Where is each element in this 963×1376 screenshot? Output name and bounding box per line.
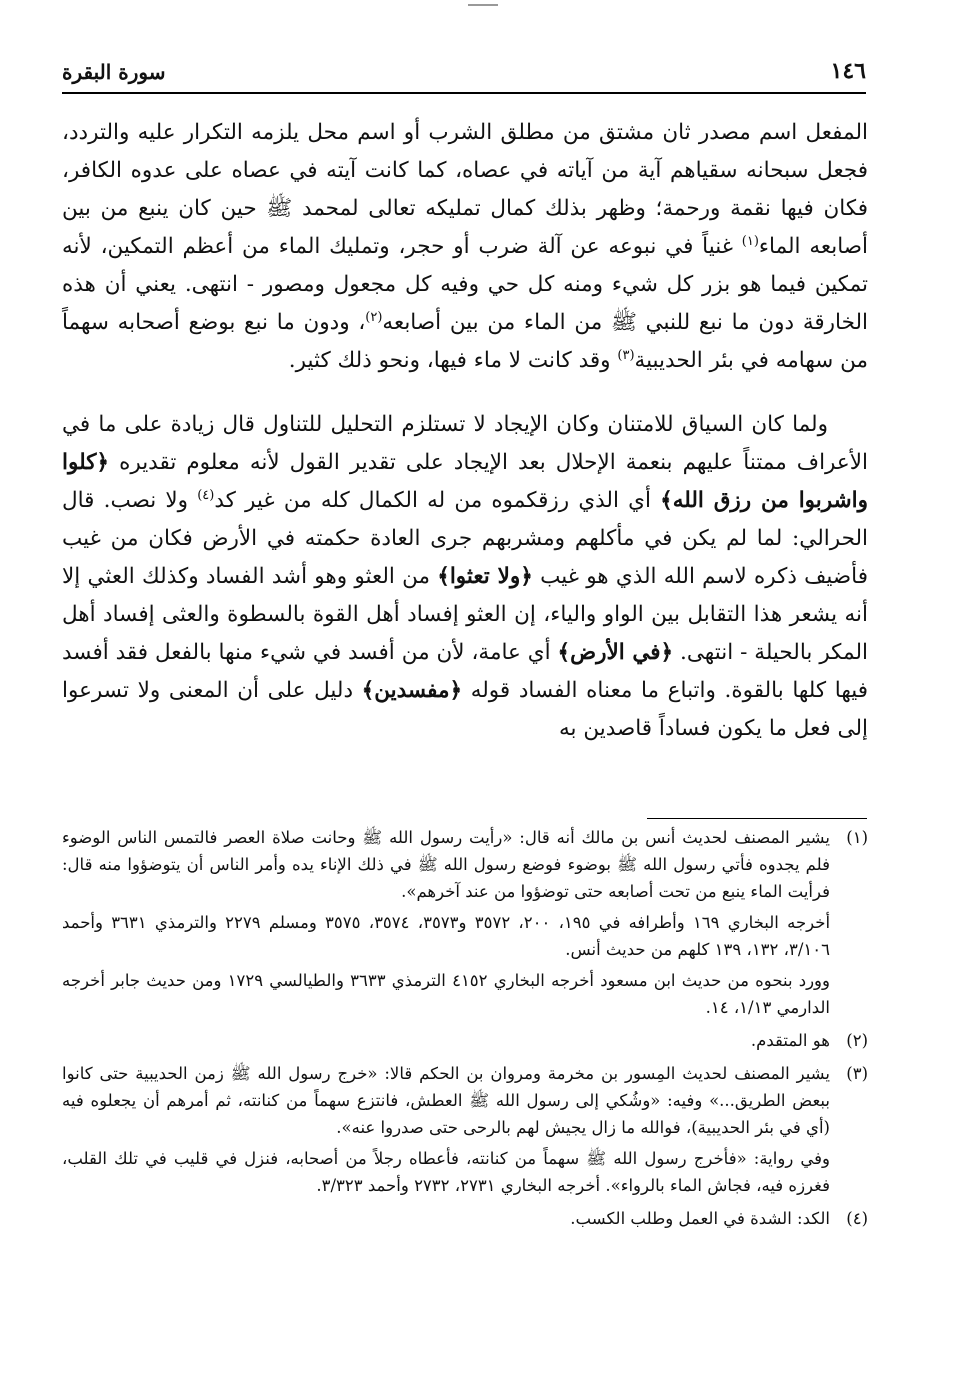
footnote-text: يشير المصنف لحديث أنس بن مالك أنه قال: «رأيت رسول الله ﷺ وحانت صلاة العصر فالتمس الناس الوضوء فلم يجدوه فأتي رسول الله ﷺ بوضوء فوضع رسول الله ﷺ في ذلك الإناء يده وأمر الناس أن يتوضؤوا منه قال: فرأيت الماء ينبع من تحت أصابعه حتى توضؤوا من عند آخرهم». xyxy=(62,828,830,901)
paragraph-2: ولما كان السياق للامتنان وكان الإيجاد لا تستلزم التحليل للتناول قال زيادة على ما في الأعراف ممتناً عليهم بنعمة الإحلال بعد الإيجاد على تقدير القول لأنه معلوم تقديره ﴿كلوا واشربوا من رزق الله﴾ أي الذي رزقكموه من له الكمال كله من غير كد$^{(٤)}$ ولا نصب. قال الحرالي: لما لم يكن في مأكلهم ومشربهم جرى العادة حكمته في الأرض فكان من غيب فأضيف ذكره لاسم الله الذي هو غيب ﴿ولا تعثوا﴾ من العثو وهو أشد الفساد وكذلك العثي إلا أنه يشعر هذا التقابل بين الواو والياء، إن العثو إفساد أهل القوة بالسطوة والعثى إفساد أهل المكر بالحيلة - انتهى. ﴿في الأرض﴾ أي عامة، لأن من أفسد في شيء منها بالفعل فقد أفسد فيها كلها بالقوة. واتباع ما معناه الفساد قوله ﴿مفسدين﴾ دليل على أن المعنى ولا تسرعوا إلى فعل ما يكون فساداً قاصدين به xyxy=(62,412,869,741)
footnote-2 xyxy=(62,1027,868,1054)
footnote-marker: (٣) xyxy=(846,1064,868,1083)
footnote-text: يشير المصنف لحديث المِسور بن مخرمة ومروان بن الحكم قالا: «خرج رسول الله ﷺ زمن الحديبية حتى كانوا ببعض الطريق...» وفيه: «وشُكي إلى رسول الله ﷺ العطش، فانتزع سهماً من كنانته، ثم أمرهم أن يجعلوه فيه (أي في بئر الحديبية)، فوالله ما زال يجيش لهم بالرحى حتى صدروا عنه». xyxy=(62,1064,830,1137)
page-number: ١٤٦ xyxy=(830,58,866,84)
footnote-text: هو المتقدم. xyxy=(750,1031,830,1050)
main-text xyxy=(62,114,868,748)
footnote-text: الكد: الشدة في العمل وطلب الكسب. xyxy=(570,1209,830,1228)
footnote-ref-4[interactable]: (٤) xyxy=(197,487,215,503)
footnote-marker: (٢) xyxy=(846,1031,868,1050)
quran-quote-2: ﴿ولا تعثوا﴾ xyxy=(437,564,533,589)
footnotes xyxy=(62,824,868,1238)
footnote-marker: (٤) xyxy=(846,1209,868,1228)
footnote-marker: (١) xyxy=(846,828,868,847)
surah-title: سورة البقرة xyxy=(62,60,166,84)
footnote-ref-3[interactable]: (٣) xyxy=(617,347,635,363)
page-header xyxy=(62,58,866,94)
footnote-1 xyxy=(62,824,868,1021)
footnote-text: أخرجه البخاري ١٦٩ وأطرافه في ١٩٥، ٢٠٠، ٣٥٧٢ و٣٥٧٣، ٣٥٧٤، ٣٥٧٥ ومسلم ٢٢٧٩ والترمذي ٣٦٣١ وأحمد ٣/١٠٦، ١٣٢، ١٣٩ كلهم من حديث أنس. xyxy=(62,913,831,959)
paragraph-1: المفعل اسم مصدر ثان مشتق من مطلق الشرب أو اسم محل يلزمه التكرار عليه والتردد، فجعل سبحانه سقياهم آية من آياته في عصاه، كما كانت آيته في عصاه على عدوه الكافر، فكان فيها نقمة ورحمة؛ وظهر بذلك كمال تمليكه تعالى لمحمد ﷺ حين كان ينبع من بين أصابعه الماء$^{(١)}$ غنياً في نبوعه عن آلة ضرب أو حجر، وتمليك الماء من أعظم التمكين، لأنه تمكين فيما هو بزر كل شيء ومنه كل حي وفيه كل مجعول ومصور - انتهى. يعني أن هذه الخارقة دون ما نبع للنبي ﷺ من الماء من بين أصابعه$^{(٢)}$، ودون ما نبع بوضع أصحابه سهماً من سهامه في بئر الحديبية$^{(٣)}$ وقد كانت لا ماء فيها، ونحو ذلك كثير. xyxy=(62,120,868,373)
footnote-separator xyxy=(647,818,867,819)
quran-quote-1: ﴿كلوا واشربوا من رزق الله﴾ xyxy=(62,450,868,513)
footnote-3 xyxy=(62,1060,868,1199)
footnote-text: وورد بنحوه من حديث ابن مسعود أخرجه البخاري ٤١٥٢ الترمذي ٣٦٣٣ والطيالسي ١٧٢٩ ومن حديث جابر أخرجه الدارمي ١/١٣، ١٤. xyxy=(62,971,830,1017)
quran-quote-4: ﴿مفسدين﴾ xyxy=(361,678,463,703)
footnote-4 xyxy=(62,1205,868,1232)
footnote-text: وفي رواية: «فأخرج رسول الله ﷺ سهماً من كنانته، فأعطاه رجلاً من أصحابه، فنزل في قليب في تلك القلب، فغرزه فيه، فجاش الماء بالرواء». أخرجه البخاري ٢٧٣١، ٢٧٣٢ وأحمد ٣/٣٢٣. xyxy=(62,1149,830,1195)
scan-mark xyxy=(468,4,498,6)
footnote-ref-1[interactable]: (١) xyxy=(741,233,759,249)
footnote-ref-2[interactable]: (٢) xyxy=(365,309,383,325)
quran-quote-3: ﴿في الأرض﴾ xyxy=(557,640,674,665)
